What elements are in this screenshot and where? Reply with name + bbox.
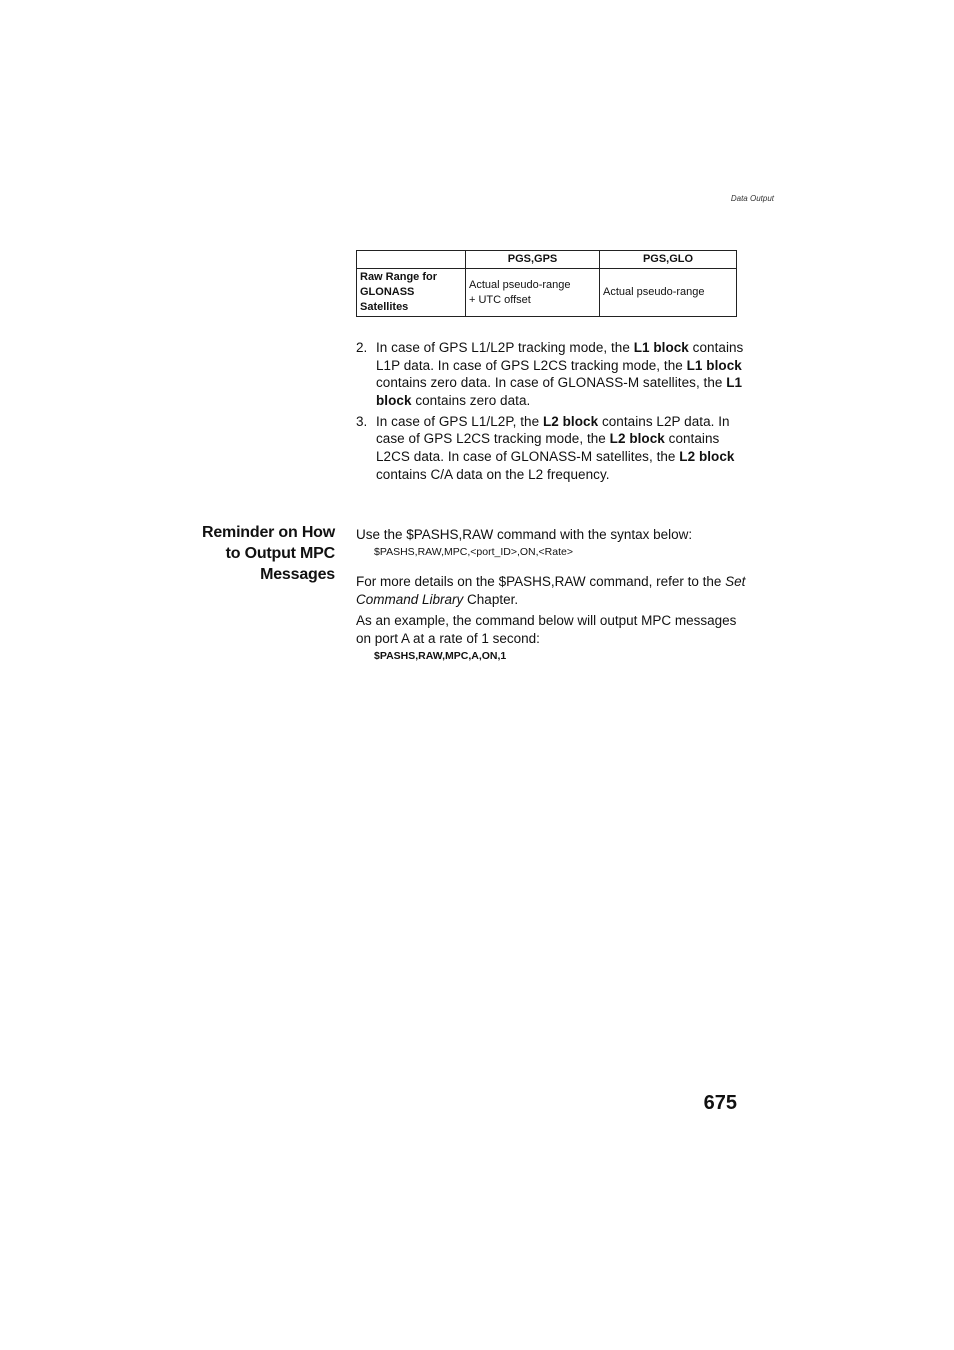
example-paragraph: As an example, the command below will output MPC messages on port A at a rate of 1 second: xyxy=(356,613,737,646)
table-header-pgs-glo: PGS,GLO xyxy=(600,251,737,269)
list-item-number: 3. xyxy=(356,413,368,429)
numbered-list xyxy=(356,339,746,487)
list-text: contains C/A data on the L2 frequency. xyxy=(376,466,610,482)
reference-chapter-name: Set Command Library xyxy=(356,574,746,607)
table-cell-glo: Actual pseudo-range xyxy=(600,269,737,317)
list-bold-term: L1 block xyxy=(633,340,689,355)
row-label-line1: Raw Range for xyxy=(360,271,438,283)
table-header-pgs-gps: PGS,GPS xyxy=(466,251,600,269)
section-body xyxy=(356,526,746,665)
section-heading-line2: to Output MPC xyxy=(225,545,335,562)
list-item xyxy=(356,339,746,409)
table-header-empty xyxy=(357,251,466,269)
list-bold-term: L1 block xyxy=(686,357,742,373)
list-bold-term: L2 block xyxy=(609,431,665,447)
reference-text: For more details on the $PASHS,RAW command, refer to the xyxy=(356,574,726,590)
gps-cell-line2: + UTC offset xyxy=(469,293,531,306)
list-text: contains zero data. In case of GLONASS-M satellites, the xyxy=(376,375,727,391)
list-bold-term: L2 block xyxy=(542,413,599,429)
raw-range-table xyxy=(356,250,737,317)
list-item-number: 2. xyxy=(356,340,368,355)
section-heading-line3: Messages xyxy=(260,566,335,583)
section-heading-line1: Reminder on How xyxy=(201,524,335,541)
running-header: Data Output xyxy=(730,194,774,203)
list-text: contains L1P data. In case of GPS L2CS tracking mode, the xyxy=(376,340,744,373)
list-item xyxy=(356,413,746,483)
list-text: contains zero data. xyxy=(411,392,531,408)
list-text: contains L2P data. In case of GPS L2CS tracking mode, the xyxy=(376,413,730,447)
table-cell-gps xyxy=(466,269,600,317)
list-text: contains L2CS data. In case of GLONASS-M satellites, the xyxy=(376,431,720,465)
table-row xyxy=(357,269,737,317)
page-number: 675 xyxy=(703,1092,737,1114)
intro-paragraph: Use the $PASHS,RAW command with the syntax below: xyxy=(356,527,693,542)
table-row-label xyxy=(357,269,466,317)
list-text: In case of GPS L1/L2P tracking mode, the xyxy=(376,340,634,355)
section-heading xyxy=(190,522,335,585)
gps-cell-line1: Actual pseudo-range xyxy=(469,278,571,291)
list-bold-term: L2 block xyxy=(679,449,735,465)
list-bold-term: L1 block xyxy=(376,375,743,408)
table-header-row xyxy=(357,251,737,269)
reference-text-end: Chapter. xyxy=(463,591,519,607)
list-text: In case of GPS L1/L2P, the xyxy=(376,413,543,429)
row-label-line2: GLONASS Satellites xyxy=(360,286,415,313)
reference-paragraph xyxy=(356,573,746,608)
example-command: $PASHS,RAW,MPC,A,ON,1 xyxy=(374,649,507,662)
command-syntax: $PASHS,RAW,MPC,<port_ID>,ON,<Rate> xyxy=(374,545,573,558)
